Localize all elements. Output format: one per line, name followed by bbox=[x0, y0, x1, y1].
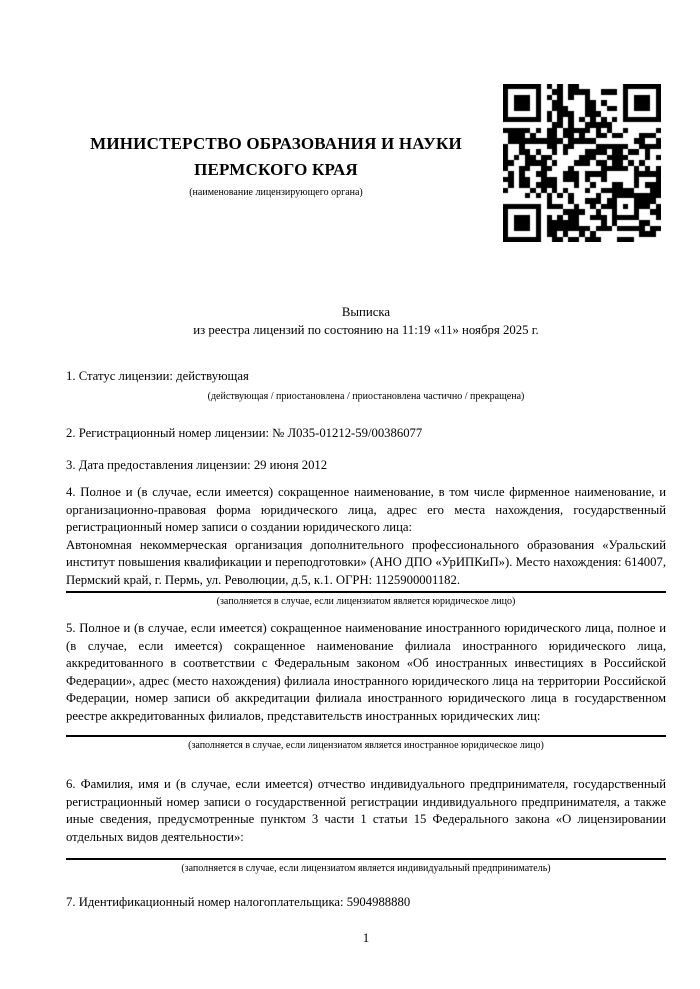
qr-code bbox=[503, 84, 661, 242]
individual-fill-line bbox=[66, 858, 666, 860]
document-title: Выписка bbox=[341, 305, 391, 319]
foreign-entity-fill-line bbox=[66, 735, 666, 737]
foreign-entity-heading: 5. Полное и (в случае, если имеется) сокращенное наименование иностранного юридического лица, полное и (в случае, если имеется) сокращенное наименование филиала иностранного юридического лица, аккредитованного в соответствии с Федеральным законом «Об иностранных инвестициях в Российской Федерации», адрес (место нахождения) филиала иностранного юридического лица на территории Российской Федерации, номер записи об аккредитации филиала иностранного юридического лица в государственном реестре аккредитованных филиалов, представительств иностранных юридических лиц: bbox=[66, 621, 666, 723]
individual-heading: 6. Фамилия, имя и (в случае, если имеется) отчество индивидуального предпринимателя, государственный регистрационный номер записи о государственной регистрации индивидуального предпринимателя, а также иные сведения, предусмотренные пунктом 3 части 1 статьи 15 Федерального закона «О лицензировании отдельных видов деятельности»: bbox=[66, 777, 666, 844]
ministry-header bbox=[58, 131, 494, 199]
individual-caption: (заполняется в случае, если лицензиатом является индивидуальный предприниматель) bbox=[181, 863, 551, 874]
reg-number-text: 2. Регистрационный номер лицензии: № Л035-01212-59/00386077 bbox=[66, 426, 423, 440]
document-title-date-line: из реестра лицензий по состоянию на 11:19 «11» ноября 2025 г. bbox=[193, 323, 539, 337]
section-reg-number bbox=[66, 425, 666, 443]
section-foreign-entity bbox=[66, 620, 666, 752]
legal-entity-fill-line bbox=[66, 591, 666, 593]
section-grant-date bbox=[66, 457, 666, 475]
document-title-block bbox=[66, 303, 666, 339]
section-legal-entity bbox=[66, 484, 666, 608]
ministry-name-line1: МИНИСТЕРСТВО ОБРАЗОВАНИЯ И НАУКИ bbox=[90, 134, 462, 153]
status-text: 1. Статус лицензии: действующая bbox=[66, 369, 249, 383]
section-inn bbox=[66, 894, 666, 912]
ministry-caption: (наименование лицензирующего органа) bbox=[189, 187, 363, 198]
ministry-name-line2: ПЕРМСКОГО КРАЯ bbox=[194, 160, 358, 179]
status-hint: (действующая / приостановлена / приостановлена частично / прекращена) bbox=[207, 390, 525, 402]
section-individual bbox=[66, 776, 666, 875]
grant-date-text: 3. Дата предоставления лицензии: 29 июня 2012 bbox=[66, 458, 328, 472]
inn-text: 7. Идентификационный номер налогоплательщика: 5904988880 bbox=[66, 895, 411, 909]
section-status bbox=[66, 368, 666, 403]
legal-entity-value: Автономная некоммерческая организация дополнительного профессионального образования «Уральский институт повышения квалификации и переподготовки» (АНО ДПО «УрИПКиП»). Место нахождения: 614007, Пермский край, г. Пермь, ул. Революции, д.5, к.1. ОГРН: 1125900001182. bbox=[66, 537, 666, 587]
legal-entity-caption: (заполняется в случае, если лицензиатом является юридическое лицо) bbox=[216, 596, 516, 607]
page-number: 1 bbox=[362, 930, 370, 945]
foreign-entity-caption: (заполняется в случае, если лицензиатом является иностранное юридическое лицо) bbox=[188, 740, 544, 751]
legal-entity-heading: 4. Полное и (в случае, если имеется) сокращенное наименование, в том числе фирменное наименование, и организационно-правовая форма юридического лица, адрес его места нахождения, государственный регистрационный номер записи о создании юридического лица: bbox=[66, 485, 666, 534]
